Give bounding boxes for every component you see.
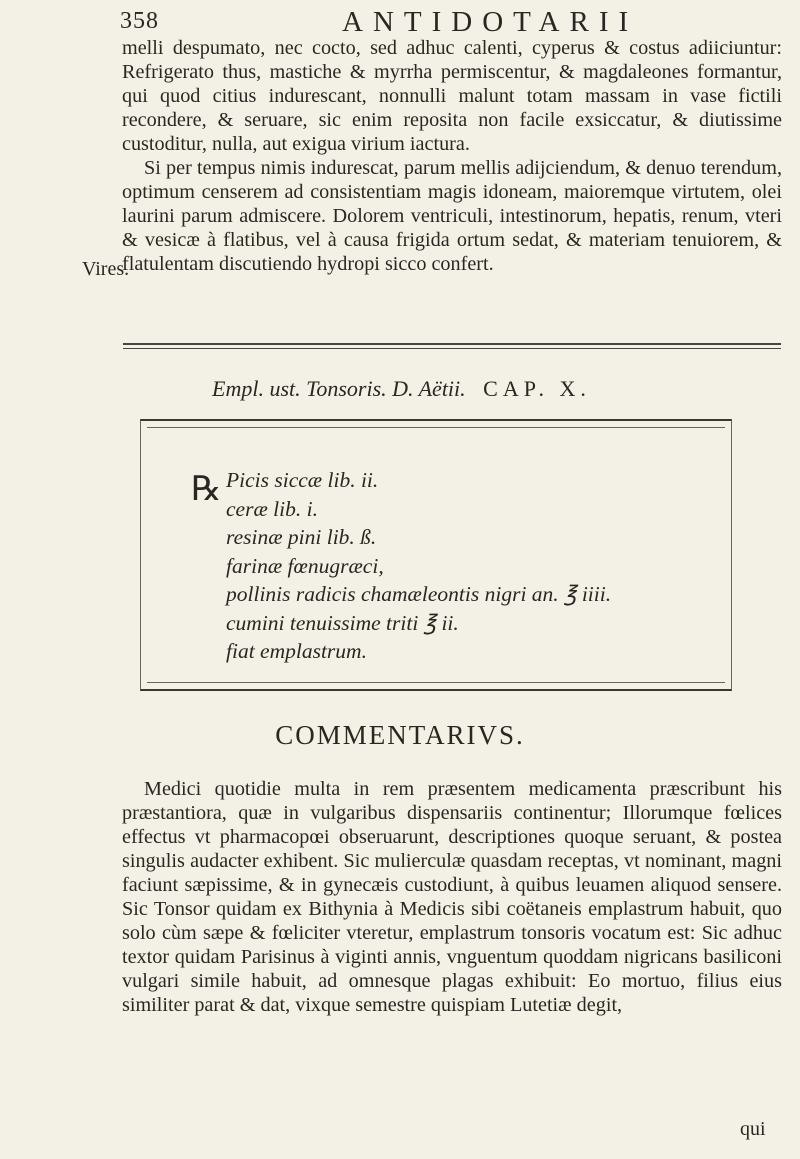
recipe-title — [212, 376, 591, 402]
commentary-body — [122, 777, 782, 1017]
main-text — [122, 36, 782, 276]
section-divider — [123, 343, 781, 345]
ingredient-line: pollinis radicis chamæleontis nigri an. ℥ iiii. — [226, 582, 612, 606]
second-paragraph: Si per tempus nimis indurescat, parum mellis adijciendum, & denuo terendum, optimum censerem ad consistentiam magis idoneam, maioremque virtutem, olei laurini parum admiscere. Dolorem ventriculi, intestinorum, hepatis, renum, vteri & vesicæ à flatibus, vel à causa frigida ortum sedat, & materiam tenuiorem, & flatulentam discutiendo hydropi sicco confert. — [122, 157, 782, 275]
recipe-title-text: Empl. ust. Tonsoris. D. Aëtii. — [212, 376, 466, 401]
ingredient-line: farinæ fœnugræci, — [226, 553, 384, 578]
commentary-paragraph: Medici quotidie multa in rem præsentem medicamenta præscribunt his præstantiora, quæ in vulgaribus dispensariis continentur; Illorumque fœlices effectus vt pharmacopœi obseruarunt, descriptiones quoque seruant, & postea singulis audacter exhibent. Sic mulierculæ quasdam receptas, vt nominant, magni faciunt sæpissime, & in gynecæis custodiunt, à quibus leuamen aliquod sensere. Sic Tonsor quidam ex Bithynia à Medicis sibi coëtaneis emplastrum habuit, quo solo cùm sæpe & fœliciter vteretur, emplastrum tonsoris vocatum est: Sic adhuc textor quidam Parisinus à viginti annis, vnguentum quoddam nigricans basiliconi vulgari simile habuit, ad omnesque plagas exhibuit: Eo mortuo, filius eius similiter parat & dat, vixque semestre quispiam Lutetiæ degit, — [122, 778, 782, 1016]
recipe-instruction: fiat emplastrum. — [226, 639, 367, 663]
rx-icon: ℞ — [191, 471, 222, 508]
recipe-ingredients — [226, 466, 731, 666]
page-number: 358 — [120, 8, 159, 34]
page-header — [0, 6, 800, 38]
chapter-number: CAP. X. — [483, 376, 591, 401]
ingredient-line: ceræ lib. i. — [226, 496, 318, 521]
margin-note: Vires. — [82, 258, 130, 280]
opening-paragraph: melli despumato, nec cocto, sed adhuc calenti, cyperus & costus adiiciuntur: Refrigerato thus, mastiche & myrrha permiscentur, & magdaleones formantur, qui quod citius indurescant, nonnulli malunt totam massam in vase fictili recondere, & seruare, sic enim reposita non facile exsiccatur, & diutissime custoditur, nulla, aut exigua virium iactura. — [122, 37, 782, 155]
ingredient-line: resinæ pini lib. ß. — [226, 525, 377, 549]
recipe-frame — [140, 419, 732, 691]
ingredient-line: cumini tenuissime triti ℥ ii. — [226, 610, 459, 635]
section-divider-thin — [123, 348, 781, 349]
commentary-heading: COMMENTARIVS. — [275, 720, 525, 750]
running-title: ANTIDOTARII — [342, 6, 639, 38]
ingredient-line: Picis siccæ lib. ii. — [226, 468, 379, 492]
catchword: qui — [740, 1118, 766, 1140]
